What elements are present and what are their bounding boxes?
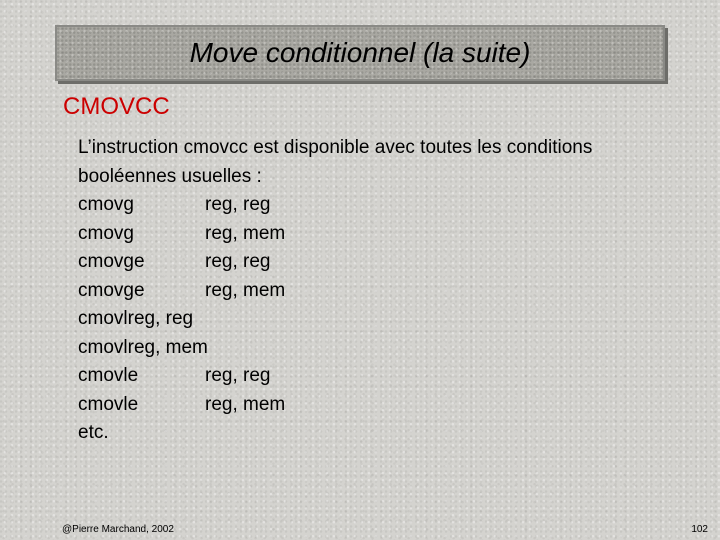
instruction-row [78, 391, 688, 420]
description-line-1: L’instruction cmovcc est disponible avec toutes les conditions [78, 137, 593, 158]
footer-author: @Pierre Marchand, 2002 [62, 524, 174, 535]
instruction-operands: reg, mem [205, 279, 286, 301]
instruction-operands: reg, mem [205, 222, 286, 244]
instruction-operands: reg, mem [127, 336, 208, 358]
instruction-row [78, 334, 688, 363]
closing-text: etc. [78, 422, 109, 443]
instruction-mnemonic: cmovl [78, 336, 128, 358]
instruction-row [78, 277, 688, 306]
instruction-mnemonic: cmovge [78, 251, 145, 272]
instruction-list [78, 191, 688, 419]
instruction-operands: reg, reg [205, 251, 271, 272]
instruction-mnemonic: cmovg [78, 222, 134, 244]
section-heading: CMOVCC [63, 93, 170, 120]
instruction-mnemonic: cmovge [78, 279, 145, 301]
description-line-2: booléennes usuelles : [78, 165, 262, 187]
instruction-row [78, 191, 688, 220]
instruction-mnemonic: cmovg [78, 194, 134, 215]
instruction-row [78, 248, 688, 277]
instruction-mnemonic: cmovl [78, 308, 128, 329]
instruction-operands: reg, reg [205, 194, 271, 215]
instruction-row [78, 305, 688, 334]
instruction-row [78, 220, 688, 249]
slide-title: Move conditionnel (la suite) [189, 37, 531, 68]
instruction-operands: reg, mem [205, 393, 286, 415]
slide-title-box [55, 25, 665, 81]
slide-body [78, 134, 688, 448]
instruction-row [78, 362, 688, 391]
instruction-operands: reg, reg [127, 308, 194, 329]
instruction-mnemonic: cmovle [78, 393, 139, 415]
slide-number: 102 [691, 524, 708, 535]
instruction-operands: reg, reg [205, 365, 271, 386]
instruction-mnemonic: cmovle [78, 365, 139, 386]
